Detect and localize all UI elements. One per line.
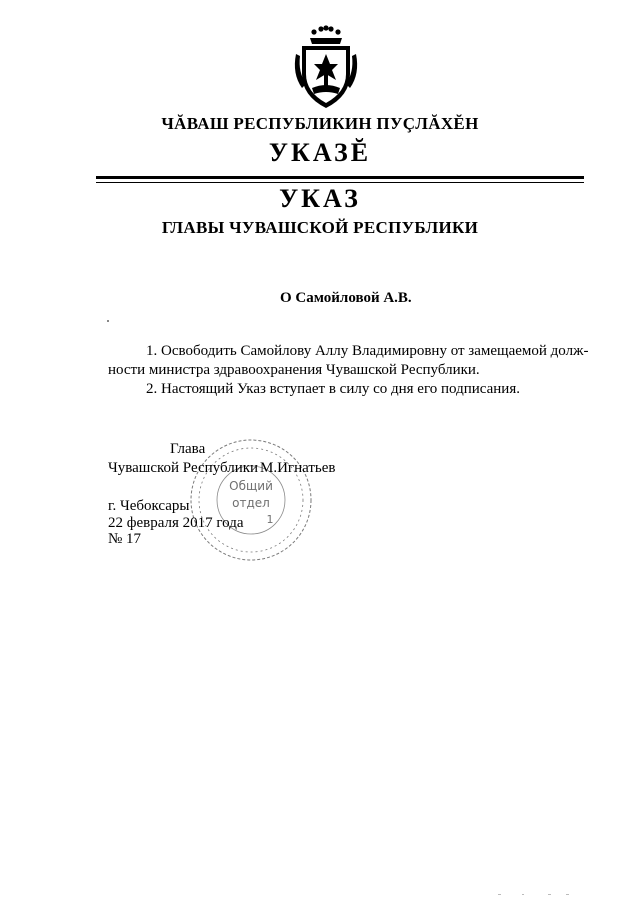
paragraph-2: 2. Настоящий Указ вступает в силу со дня его подписания. (146, 381, 520, 397)
header-divider-thick (96, 176, 584, 179)
stamp-line-1: Общий (229, 479, 273, 493)
stamp-line-3: 1 (266, 513, 274, 526)
header-russian-line: ГЛАВЫ ЧУВАШСКОЙ РЕСПУБЛИКИ (161, 218, 479, 237)
header-chuvash-line: ЧĂВАШ РЕСПУБЛИКИН ПУÇЛĂХĔН (161, 114, 479, 133)
signatory-title-line-2: Чувашской Республики (108, 460, 259, 476)
official-stamp (188, 437, 314, 563)
header-russian-title: УКАЗ (279, 184, 361, 213)
signing-date: 22 февраля 2017 года (108, 515, 244, 531)
stamp-line-2: отдел (232, 496, 270, 510)
paragraph-1-line-1: 1. Освободить Самойлову Аллу Владимировну от замещаемой долж- (146, 343, 589, 359)
header-divider-thin (96, 182, 584, 183)
document-number: № 17 (108, 531, 142, 547)
header-chuvash-title: УКАЗĔ (268, 138, 372, 167)
scan-speck (566, 894, 569, 895)
scan-speck (107, 320, 109, 322)
signatory-name: М.Игнатьев (260, 460, 336, 476)
signatory-title-line-1: Глава (170, 441, 206, 457)
scan-speck (498, 894, 501, 895)
scan-speck (522, 894, 524, 895)
scan-speck (548, 894, 551, 895)
coat-of-arms-icon (292, 24, 360, 112)
document-subject: О Самойловой А.В. (280, 290, 412, 306)
paragraph-1-line-2: ности министра здравоохранения Чувашской Республики. (108, 362, 480, 378)
signing-city: г. Чебоксары (108, 498, 190, 514)
